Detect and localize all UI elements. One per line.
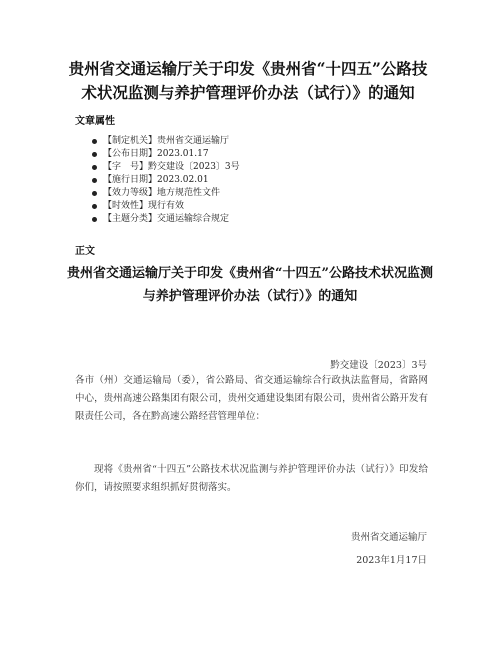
attribute-value: 黔交建设〔2023〕3号 [148, 162, 240, 172]
attribute-label: 【字 号】 [103, 162, 149, 172]
body-title: 贵州省交通运输厅关于印发《贵州省“十四五”公路技术状况监测与养护管理评价办法（试行）》的通知 [67, 266, 433, 304]
bullet-icon [92, 178, 97, 183]
attribute-label: 【时效性】 [103, 201, 149, 211]
attribute-publish-date [92, 148, 240, 161]
document-title: 贵州省交通运输厅关于印发《贵州省“十四五”公路技术状况监测与养护管理评价办法（试行）》的通知 [68, 59, 428, 102]
signature-date: 2023年1月17日 [356, 555, 427, 566]
attribute-legal-level [92, 187, 240, 200]
attribute-topic-category [92, 213, 240, 226]
attribute-label: 【制定机关】 [103, 136, 158, 146]
bullet-icon [92, 139, 97, 144]
attribute-value: 2023.02.01 [157, 175, 209, 185]
attribute-validity [92, 200, 240, 213]
attribute-value: 交通运输综合规定 [157, 214, 230, 224]
attribute-issuing-authority [92, 135, 240, 148]
addressee-paragraph: 各市（州）交通运输局（委），省公路局、省交通运输综合行政执法监督局，省路网中心，贵州高速公路集团有限公司，贵州交通建设集团有限公司，贵州省公路开发有限责任公司，各在黔高速公路经营管理单位： [75, 375, 428, 422]
attribute-value: 2023.01.17 [157, 149, 209, 159]
attribute-label: 【施行日期】 [103, 175, 158, 185]
attribute-label: 【效力等级】 [103, 188, 158, 198]
bullet-icon [92, 191, 97, 196]
attributes-heading: 文章属性 [75, 116, 115, 127]
body-heading: 正文 [75, 246, 95, 257]
attribute-value: 贵州省交通运输厅 [157, 136, 230, 146]
attributes-list [92, 135, 240, 226]
attribute-document-number [92, 161, 240, 174]
bullet-icon [92, 217, 97, 222]
document-number: 黔交建设〔2023〕3号 [330, 360, 427, 371]
signer: 贵州省交通运输厅 [350, 532, 427, 543]
bullet-icon [92, 152, 97, 157]
attribute-label: 【公布日期】 [103, 149, 158, 159]
notice-paragraph: 现将《贵州省“十四五”公路技术状况监测与养护管理评价办法（试行）》印发给你们，请按照要求组织抓好贯彻落实。 [75, 464, 428, 493]
attribute-effective-date [92, 174, 240, 187]
attribute-value: 地方规范性文件 [157, 188, 221, 198]
attribute-value: 现行有效 [148, 201, 185, 211]
attribute-label: 【主题分类】 [103, 214, 158, 224]
bullet-icon [92, 204, 97, 209]
bullet-icon [92, 165, 97, 170]
